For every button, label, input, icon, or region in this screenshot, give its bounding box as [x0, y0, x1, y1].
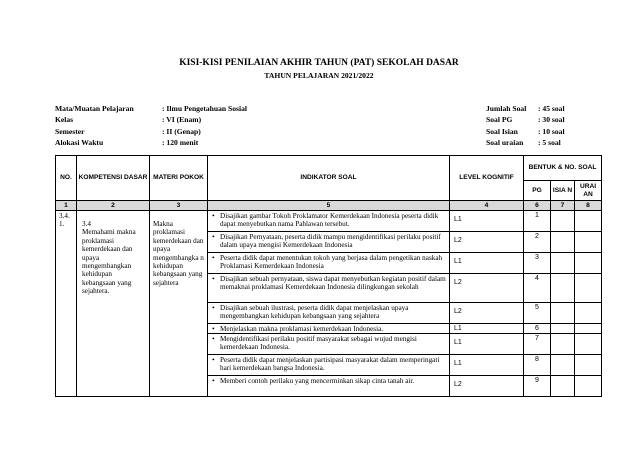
indicator-text: Disajikan gambar Tokoh Proklamator Kemerdekaan Indonesia peserta didik dapat menyebutkan nama Pahlawan tersebut. — [220, 211, 439, 228]
cell-level: L2 — [450, 376, 524, 397]
indicator-text: Peserta didik dapat menentukan tokoh yang berjasa dalam pengetikan naskah Proklamasi Kemerdekaan Indonesia — [220, 253, 443, 270]
cell-indikator — [208, 232, 450, 253]
cell-level: L1 — [450, 334, 524, 355]
header-materi-pokok: MATERI POKOK — [150, 156, 208, 201]
column-number: 5 — [208, 201, 450, 211]
cell-indikator — [208, 253, 450, 274]
meta-label: Mata/Muatan Pelajaran — [55, 104, 134, 113]
meta-row-total — [486, 103, 565, 114]
indicator-text: Disajikan Pernyataan, peserta didik mampu mengidentifikasi perilaku positif dalam upaya mengisi Kemerdekaan Indonesia — [220, 232, 441, 249]
cell-indikator — [208, 376, 450, 397]
indicator-item — [212, 233, 447, 250]
bullet-icon: • — [212, 333, 215, 343]
cell-uraian — [575, 376, 602, 397]
meta-row-class — [55, 114, 247, 125]
cell-indikator — [208, 355, 450, 376]
kisi-kisi-table — [55, 155, 602, 397]
cell-no: 3.4. 1. — [56, 211, 77, 397]
cell-isian — [551, 376, 575, 397]
meta-row-subject — [55, 103, 247, 114]
cell-materi-pokok: Makna proklamasi kemerdekaan dan upaya mengembangka n kehidupan kebangsaan yang sejahtera — [150, 211, 208, 397]
cell-indikator — [208, 274, 450, 303]
cell-isian — [551, 324, 575, 334]
cell-level: L2 — [450, 303, 524, 324]
cell-isian — [551, 355, 575, 376]
document-subtitle: TAHUN PELAJARAN 2021/2022 — [264, 71, 374, 80]
header-pg: PG — [524, 181, 551, 201]
meta-left — [55, 103, 247, 148]
cell-level: L1 — [450, 355, 524, 376]
meta-right — [486, 103, 565, 148]
cell-kompetensi-dasar: 3.4 Memahami makna proklamasi kemerdekaan dan upaya mengembangkan kehidupan kebangsaan yang sejahtera. — [77, 211, 150, 397]
meta-label: Soal PG — [486, 115, 513, 125]
cell-indikator — [208, 303, 450, 324]
column-number: 8 — [575, 201, 602, 211]
cell-level: L1 — [450, 253, 524, 274]
meta-label: Soal uraian — [486, 137, 524, 147]
cell-isian — [551, 211, 575, 232]
meta-row-uraian — [486, 137, 565, 148]
indicator-item — [212, 304, 447, 321]
indicator-item — [212, 335, 447, 352]
meta-label: Jumlah Soal — [486, 104, 527, 113]
indicator-text: Disajikan sebuah pernyataan, siswa dapat menyebutkan kegiatan positif dalam memaknai proklamasi Kemerdekaan Indonesia dilingkungan sekolah — [220, 274, 446, 291]
cell-pg: 5 — [524, 303, 551, 324]
bullet-icon: • — [212, 354, 215, 364]
meta-row-pg — [486, 114, 565, 125]
column-number: 7 — [551, 201, 575, 211]
indicator-item — [212, 377, 447, 385]
meta-value: : Ilmu Pengetahuan Sosial — [162, 104, 248, 113]
meta-value: : 120 menit — [162, 137, 199, 147]
cell-isian — [551, 334, 575, 355]
bullet-icon: • — [212, 323, 215, 333]
indicator-rows — [56, 211, 602, 397]
table-row — [56, 211, 602, 232]
meta-row-isian — [486, 126, 565, 137]
cell-uraian — [575, 334, 602, 355]
column-number-row — [56, 201, 602, 211]
cell-level: L2 — [450, 232, 524, 253]
cell-uraian — [575, 232, 602, 253]
bullet-icon: • — [212, 302, 215, 312]
column-number: 2 — [77, 201, 150, 211]
header-kompetensi-dasar: KOMPETENSI DASAR — [77, 156, 150, 201]
indicator-text: Mengidentifikasi perilaku positif masyarakat sebagai wujud mengisi kemerdekaan Indonesia. — [220, 334, 417, 352]
header-indikator-soal: INDIKATOR SOAL — [208, 156, 450, 201]
cell-pg: 6 — [524, 324, 551, 334]
cell-uraian — [575, 355, 602, 376]
bullet-icon: • — [212, 210, 215, 220]
indicator-item — [212, 212, 447, 229]
header-bentuk-soal: BENTUK & NO. SOAL — [524, 156, 602, 181]
indicator-text: Peserta didik dapat menjelaskan partisipasi masyarakat dalam memperingati hari kemerdekaan bangsa Indonesia. — [220, 355, 440, 373]
meta-value: : 10 soal — [538, 126, 565, 136]
cell-isian — [551, 232, 575, 253]
column-number: 1 — [56, 201, 77, 211]
header-no: NO. — [56, 156, 77, 201]
meta-row-time — [55, 137, 247, 148]
column-number: 6 — [524, 201, 551, 211]
meta-label: Soal Isian — [486, 126, 518, 136]
bullet-icon: • — [212, 273, 215, 283]
cell-isian — [551, 253, 575, 274]
cell-indikator — [208, 211, 450, 232]
cell-level: L1 — [450, 211, 524, 232]
cell-pg: 8 — [524, 355, 551, 376]
cell-uraian — [575, 211, 602, 232]
cell-level: L1 — [450, 324, 524, 334]
cell-pg: 7 — [524, 334, 551, 355]
meta-label: Alokasi Waktu — [55, 137, 104, 147]
bullet-icon: • — [212, 375, 215, 385]
indicator-item — [212, 254, 447, 271]
bullet-icon: • — [212, 252, 215, 262]
cell-isian — [551, 303, 575, 324]
meta-label: Semester — [55, 126, 85, 136]
cell-isian — [551, 274, 575, 303]
cell-pg: 1 — [524, 211, 551, 232]
header-uraian: URAI AN — [575, 181, 602, 201]
cell-level: L2 — [450, 274, 524, 303]
indicator-text: Menjelaskan makna proklamasi kemerdekaan Indonesia. — [220, 324, 384, 333]
column-number: 3 — [150, 201, 208, 211]
cell-uraian — [575, 274, 602, 303]
cell-pg: 4 — [524, 274, 551, 303]
cell-uraian — [575, 324, 602, 334]
indicator-item — [212, 325, 447, 333]
indicator-text: Disajikan sebuah ilustrasi, peserta didik dapat menjelaskan upaya mengembangkan kehidupan kebangsaan yang sejahtera — [220, 303, 409, 320]
cell-indikator — [208, 324, 450, 334]
meta-value: : VI (Enam) — [162, 115, 202, 125]
column-number: 4 — [450, 201, 524, 211]
meta-value: : II (Genap) — [162, 126, 201, 136]
cell-uraian — [575, 253, 602, 274]
cell-indikator — [208, 334, 450, 355]
meta-row-semester — [55, 126, 247, 137]
meta-value: : 45 soal — [538, 104, 565, 113]
indicator-text: Memberi contoh perilaku yang mencerminkan sikap cinta tanah air. — [220, 376, 415, 385]
cell-uraian — [575, 303, 602, 324]
cell-pg: 3 — [524, 253, 551, 274]
meta-value: : 30 soal — [538, 115, 565, 125]
indicator-item — [212, 275, 447, 292]
meta-value: : 5 soal — [538, 137, 561, 147]
indicator-item — [212, 356, 447, 373]
cell-pg: 9 — [524, 376, 551, 397]
header-isian: ISIA N — [551, 181, 575, 201]
header-level-kognitif: LEVEL KOGNITIF — [450, 156, 524, 201]
document-title: KISI-KISI PENILAIAN AKHIR TAHUN (PAT) SEKOLAH DASAR — [179, 58, 459, 68]
meta-label: Kelas — [55, 115, 74, 125]
cell-pg: 2 — [524, 232, 551, 253]
bullet-icon: • — [212, 231, 215, 241]
